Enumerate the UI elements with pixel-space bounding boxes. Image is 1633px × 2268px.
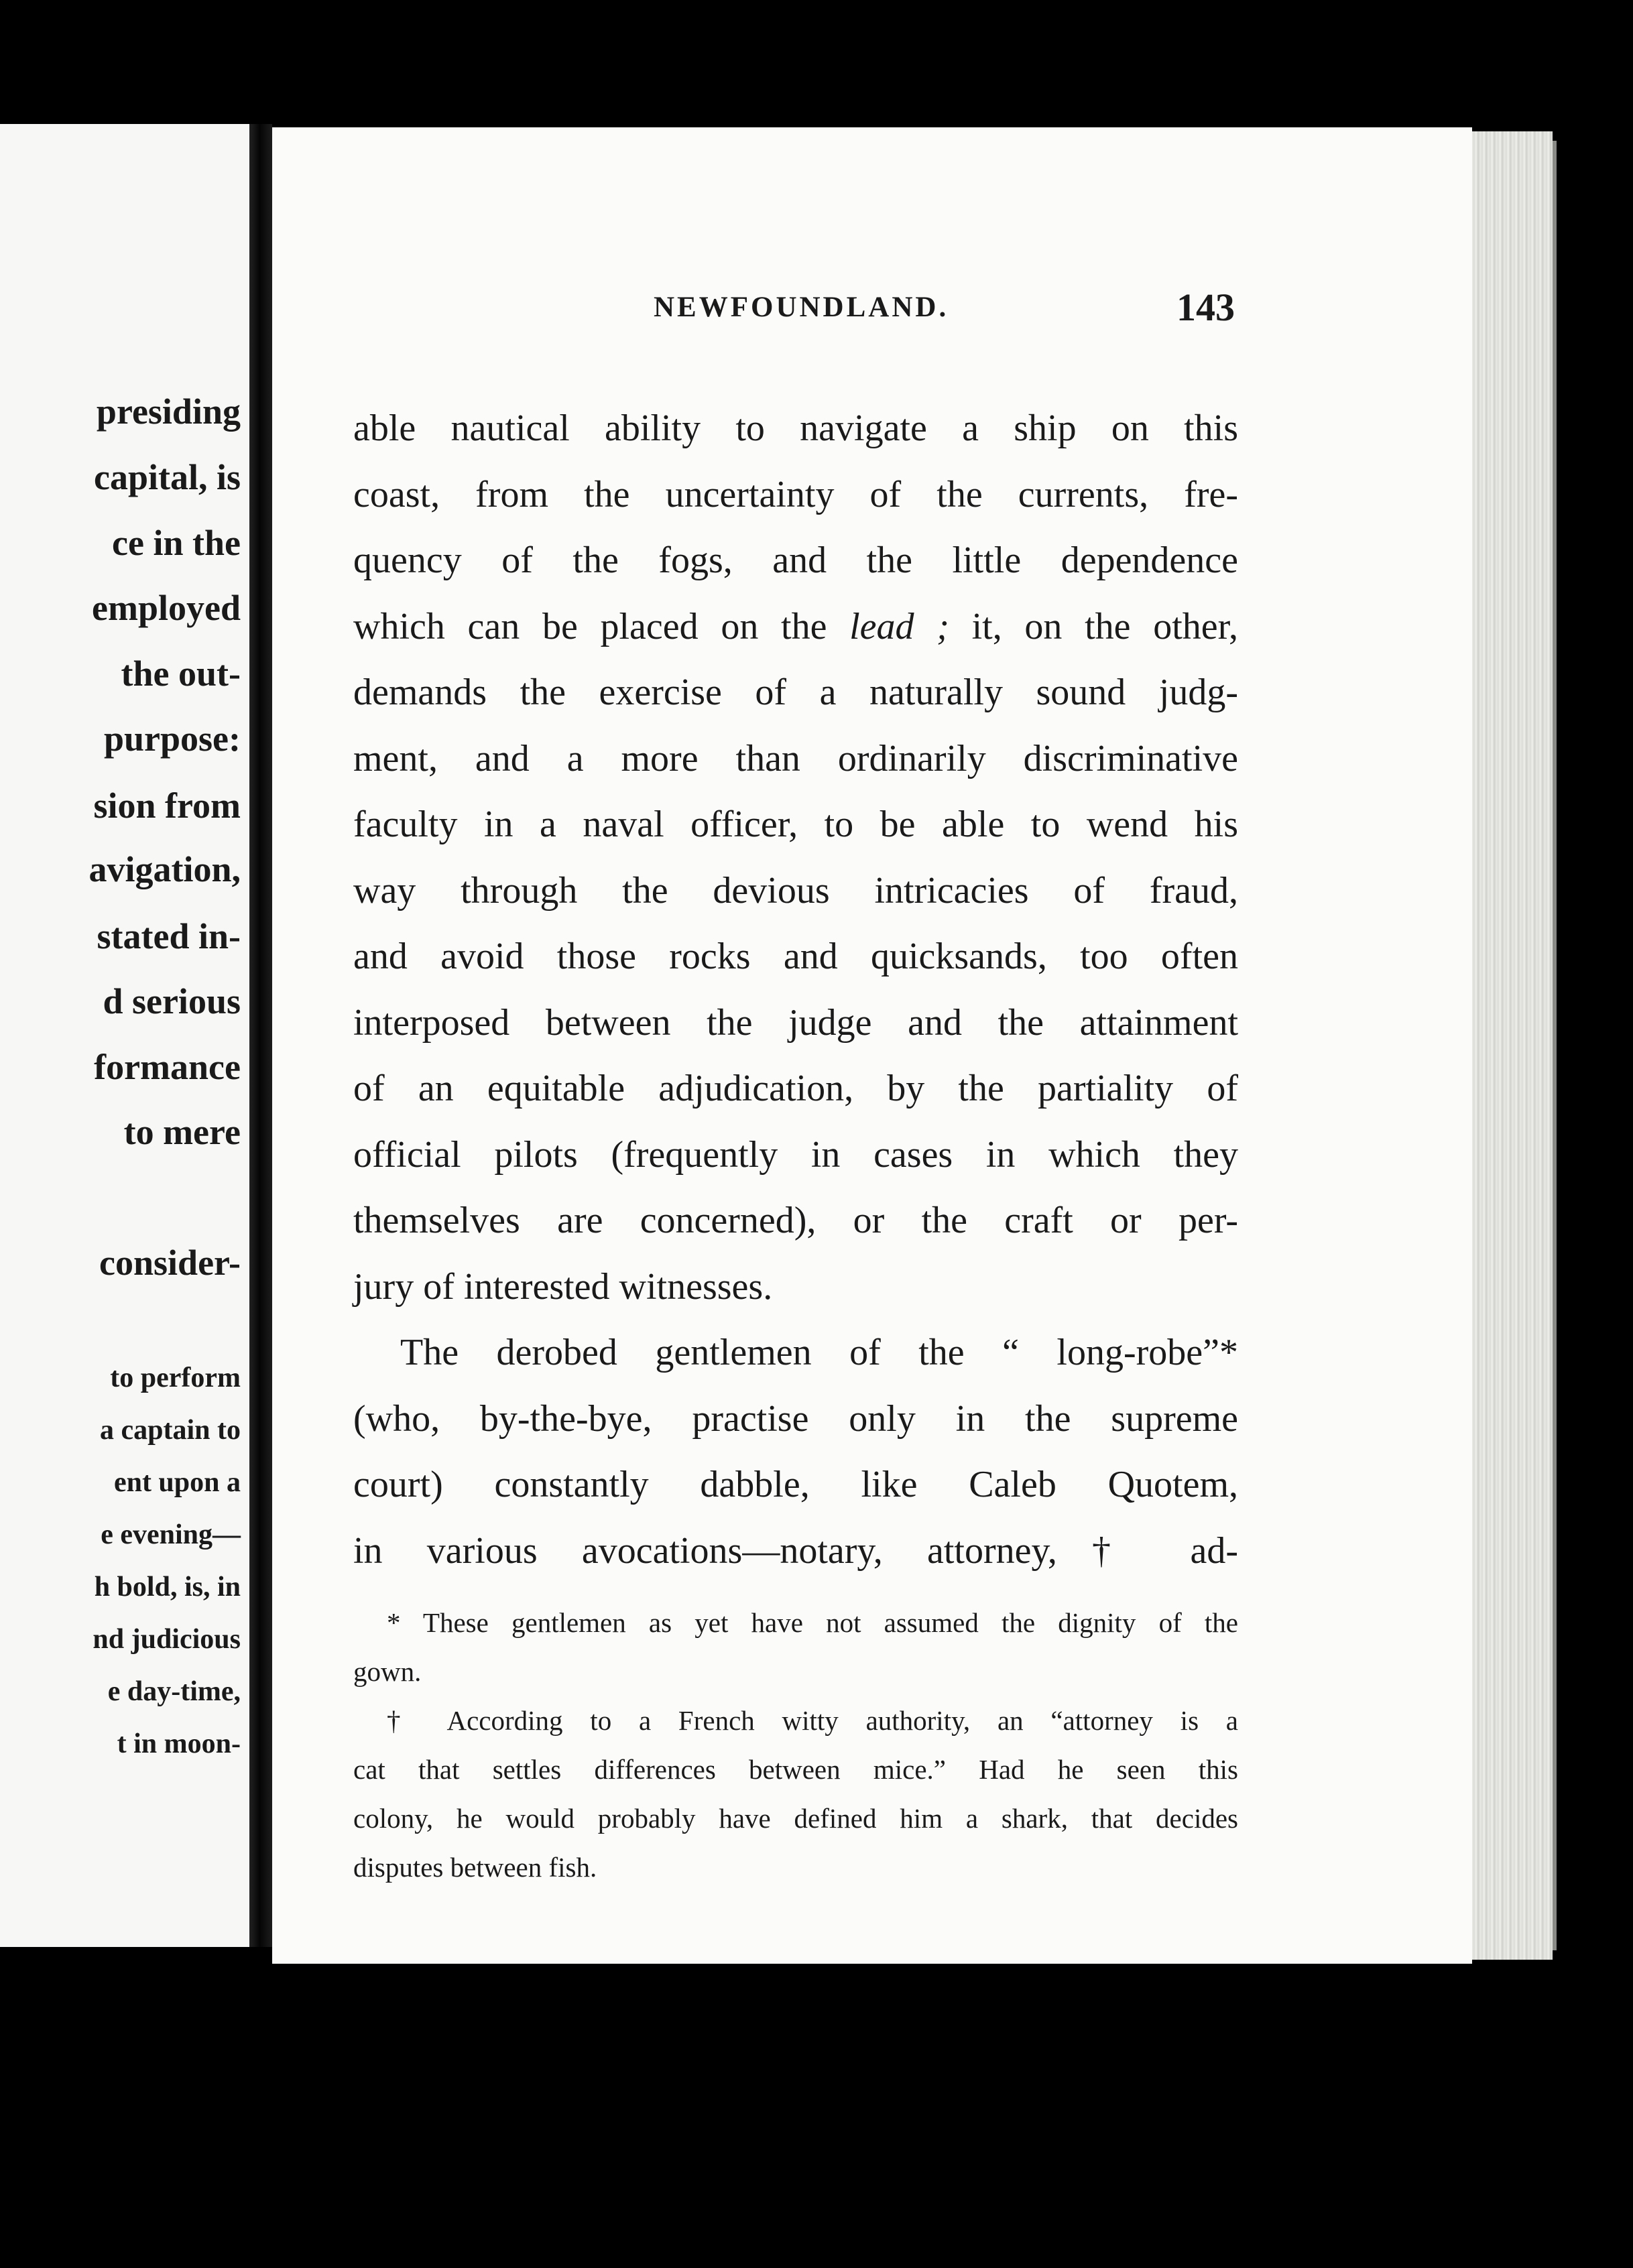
- text-line: able nautical ability to navigate a ship on this: [353, 407, 1238, 449]
- text-line: way through the devious intricacies of fraud,: [353, 869, 1238, 911]
- text-line: [353, 594, 1238, 660]
- text-line: court) constantly dabble, like Caleb Quotem,: [353, 1464, 1238, 1505]
- text-span: it, on the other,: [949, 605, 1239, 647]
- left-footnote-line: to perform: [110, 1363, 241, 1393]
- left-footnote-line: h bold, is, in: [94, 1572, 241, 1602]
- footnote-line: colony, he would probably have defined him a shark, that decides: [353, 1803, 1238, 1834]
- left-footnote-line: ent upon a: [113, 1467, 241, 1498]
- left-page-fragment: [0, 124, 251, 1947]
- left-body-line: consider-: [99, 1243, 241, 1283]
- text-line: ment, and a more than ordinarily discriminative: [353, 737, 1238, 779]
- footnote-line: disputes between fish.: [353, 1852, 597, 1883]
- running-head: NEWFOUNDLAND.: [654, 292, 949, 323]
- text-line: faculty in a naval officer, to be able to wend his: [353, 804, 1238, 845]
- left-footnote-line: e evening—: [101, 1519, 241, 1550]
- text-line: themselves are concerned), or the craft or per-: [353, 1200, 1238, 1241]
- footnote-line: cat that settles differences between mice.” Had he seen this: [353, 1754, 1238, 1785]
- footnote-line: † According to a French witty authority, an “attorney is a: [387, 1705, 1238, 1736]
- left-footnote-line: t in moon-: [117, 1728, 241, 1759]
- left-body-line: d serious: [103, 981, 241, 1021]
- text-span: which can be placed on the: [353, 605, 850, 647]
- text-line: and avoid those rocks and quicksands, too often: [353, 936, 1238, 977]
- page-number: 143: [1176, 286, 1235, 329]
- left-footnote-line: nd judicious: [93, 1624, 241, 1655]
- left-body-line: employed: [92, 588, 241, 628]
- body-text: [353, 395, 1238, 1584]
- text-line: interposed between the judge and the attainment: [353, 1001, 1238, 1044]
- text-line: jury of interested witnesses.: [353, 1265, 773, 1308]
- left-body-line: sion from: [93, 785, 241, 826]
- footnote-line: * These gentlemen as yet have not assumed the dignity of the: [387, 1607, 1238, 1638]
- left-body-line: presiding: [96, 391, 241, 432]
- text-line: coast, from the uncertainty of the currents, fre-: [353, 473, 1238, 515]
- text-line: The derobed gentlemen of the “ long-robe”*: [400, 1332, 1238, 1373]
- footnotes: [353, 1598, 1238, 1892]
- italic-word: lead ;: [849, 605, 949, 647]
- text-line: quency of the fogs, and the little dependence: [353, 540, 1238, 581]
- text-line: in various avocations—notary, attorney,† ad-: [353, 1529, 1238, 1572]
- footnote-line: gown.: [353, 1656, 422, 1687]
- text-line: (who, by-the-bye, practise only in the supreme: [353, 1397, 1238, 1440]
- text-line: of an equitable adjudication, by the partiality of: [353, 1068, 1238, 1109]
- book-gutter: [249, 124, 272, 1947]
- left-body-line: stated in-: [97, 916, 241, 956]
- left-footnote-line: a captain to: [100, 1415, 241, 1446]
- left-body-line: avigation,: [88, 849, 241, 889]
- left-body-line: capital, is: [93, 457, 241, 497]
- page-edges: [1472, 131, 1553, 1960]
- left-body-line: purpose:: [103, 718, 241, 759]
- left-body-line: ce in the: [112, 523, 241, 563]
- left-footnote-line: e day-time,: [107, 1676, 241, 1707]
- text-line: official pilots (frequently in cases in which they: [353, 1133, 1238, 1176]
- text-line: demands the exercise of a naturally sound judg-: [353, 672, 1238, 713]
- left-body-line: the out-: [121, 653, 241, 694]
- page-edges-shadow: [1553, 141, 1557, 1950]
- left-body-line: to mere: [123, 1112, 241, 1152]
- left-body-line: formance: [94, 1047, 241, 1087]
